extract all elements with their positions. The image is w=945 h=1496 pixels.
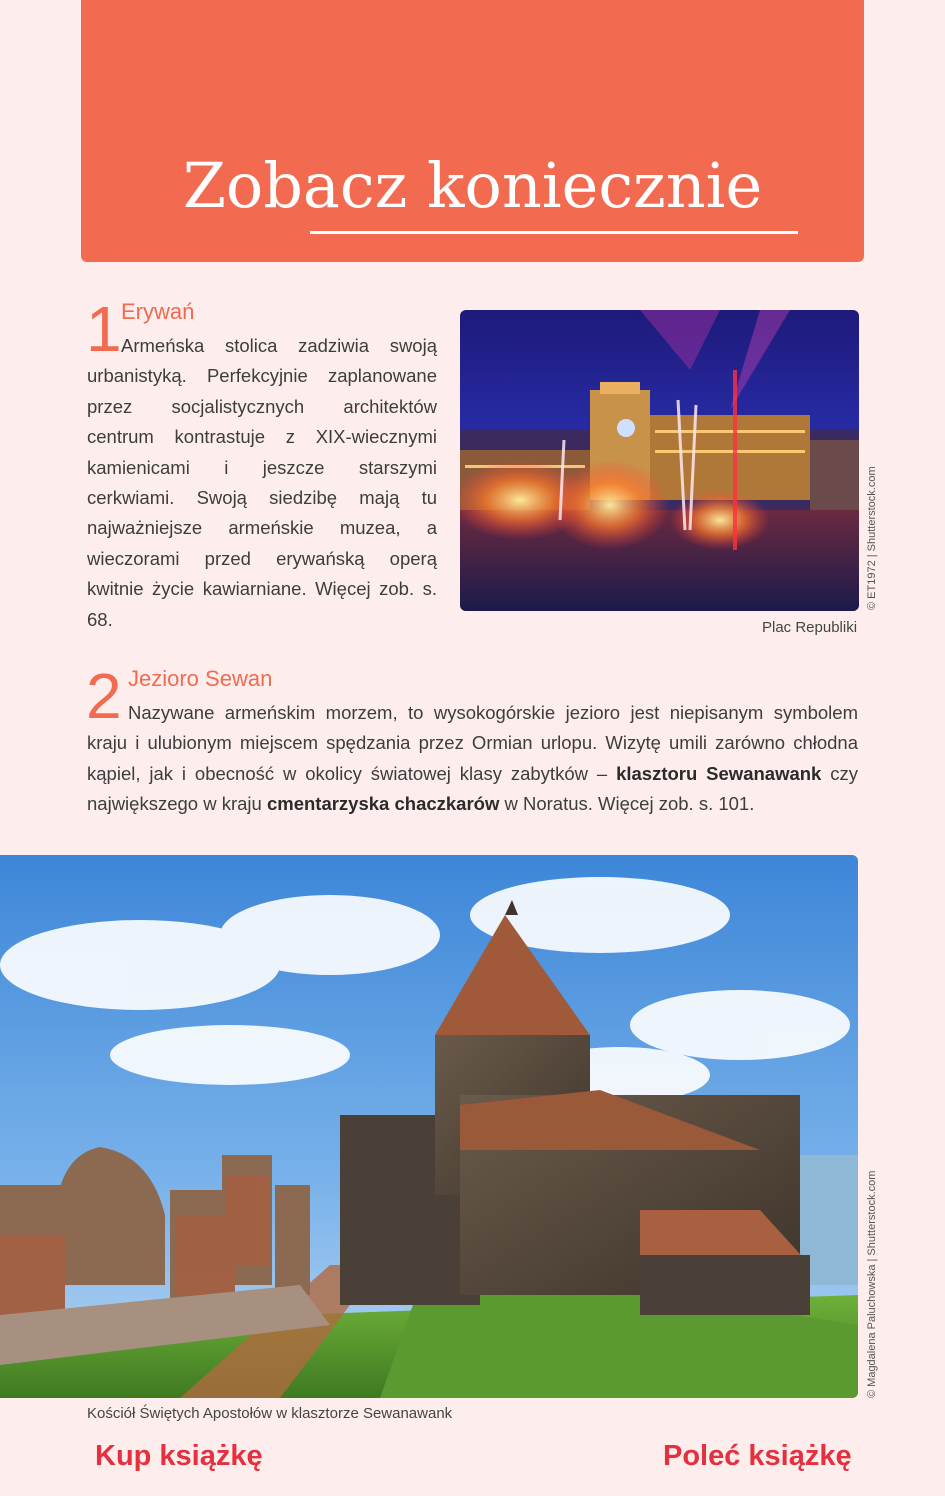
- section-2-photo-caption: Kościół Świętych Apostołów w klasztorze Sewanawank: [87, 1405, 453, 1422]
- recommend-book-link[interactable]: Poleć książkę: [663, 1440, 852, 1472]
- section-2-number: 2: [86, 660, 122, 732]
- chaczkary-highlight: cmentarzyska chaczkarów: [266, 793, 500, 815]
- sewanawank-photo: [0, 855, 858, 1398]
- title-underline: [310, 231, 798, 234]
- plac-republiki-photo: [460, 310, 859, 611]
- section-1-photo-caption: Plac Republiki: [762, 619, 858, 636]
- page-title: Zobacz koniecznie: [182, 149, 763, 222]
- section-1-photo-credit: © ET1972 | Shutterstock.com: [866, 466, 878, 610]
- sewanawank-highlight: klasztoru Sewanawank: [616, 762, 822, 784]
- section-2-text: Nazywane armeńskim morzem, to wysokogórskie jezioro jest niepisanym symbolem kraju i ulubionym miejscem spędzania przez Ormian urlopu. Wizytę umili zarówno chłodna kąpiel, jak i obecność w okolicy światowej klasy zabytków – klasztoru Sewanawank czy największego w kraju cmentarzyska chaczkarów w Noratus. Więcej zob. s. 101.: [87, 702, 858, 815]
- section-1-title: Erywań: [121, 299, 195, 324]
- section-2-photo-credit: © Magdalena Paluchowska | Shutterstock.com: [866, 1170, 878, 1398]
- section-1-text: Armeńska stolica zadziwia swoją urbanistyką. Perfekcyjnie zaplanowane przez socjalistycznych architektów centrum kontrastuje z XIX-wiecznymi kamienicami i jeszcze starszymi cerkwiami. Swoją siedzibę mają tu najważniejsze armeńskie muzea, a wieczorami przed erywańską operą kwitnie życie kawiarniane. Więcej zob. s. 68.: [87, 335, 437, 630]
- section-2-title: Jezioro Sewan: [128, 666, 273, 691]
- buy-book-link[interactable]: Kup książkę: [95, 1440, 263, 1472]
- header-banner: [81, 0, 864, 262]
- section-1-number: 1: [86, 293, 122, 365]
